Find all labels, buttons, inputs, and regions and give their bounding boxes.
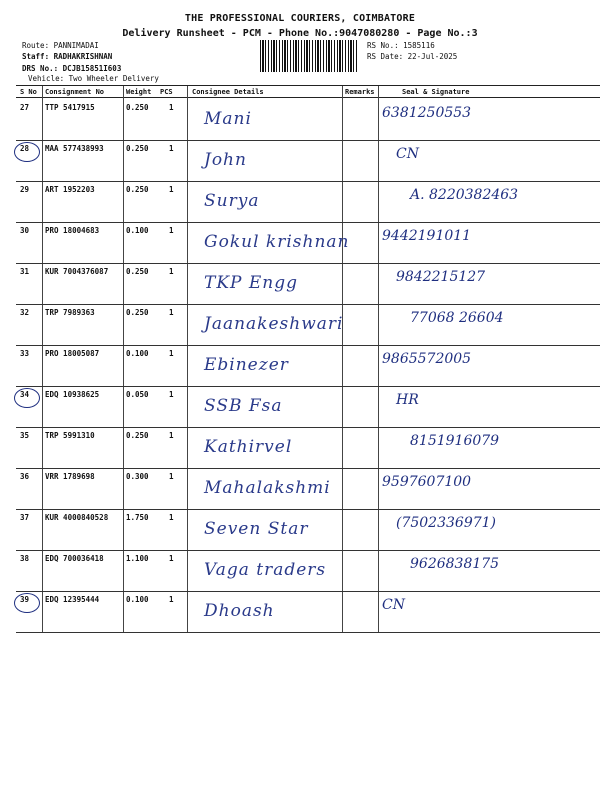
weight-cell: 0.250: [126, 103, 149, 112]
consignment-cell: KUR 4000840528: [45, 513, 109, 522]
consignment-cell: EDQ 10938625: [45, 390, 100, 399]
consignee-handwriting: Surya: [204, 191, 260, 211]
table-row: [16, 550, 600, 592]
sno-cell: 39: [20, 595, 29, 604]
table-row: [16, 509, 600, 551]
sno-cell: 32: [20, 308, 30, 317]
col-header-remarks: Remarks: [345, 88, 375, 96]
weight-cell: 0.100: [126, 595, 149, 604]
pcs-cell: 1: [169, 103, 174, 112]
consignee-handwriting: Vaga traders: [204, 560, 327, 580]
table-top-rule: [16, 85, 600, 86]
weight-cell: 1.100: [126, 554, 149, 563]
signature-handwriting: 9442191011: [382, 228, 472, 244]
consignee-handwriting: TKP Engg: [204, 273, 299, 293]
consignee-handwriting: Kathirvel: [204, 437, 293, 457]
signature-handwriting: 6381250553: [382, 105, 472, 121]
pcs-cell: 1: [169, 267, 174, 276]
signature-handwriting: HR: [396, 392, 419, 408]
table-row: [16, 99, 600, 141]
weight-cell: 1.750: [126, 513, 149, 522]
pcs-cell: 1: [169, 390, 174, 399]
pcs-cell: 1: [169, 185, 174, 194]
signature-handwriting: 8151916079: [410, 433, 500, 449]
pcs-cell: 1: [169, 595, 174, 604]
table-row: [16, 304, 600, 346]
signature-handwriting: 9865572005: [382, 351, 472, 367]
weight-cell: 0.100: [126, 349, 149, 358]
pcs-cell: 1: [169, 226, 174, 235]
col-header-sno: S No: [20, 88, 37, 96]
pcs-cell: 1: [169, 554, 174, 563]
consignee-handwriting: Mahalakshmi: [204, 478, 331, 498]
consignment-cell: ART 1952203: [45, 185, 95, 194]
sno-cell: 34: [20, 390, 29, 399]
consignee-handwriting: Mani: [204, 109, 252, 129]
consignment-cell: PRO 18005087: [45, 349, 100, 358]
sno-cell: 35: [20, 431, 30, 440]
runsheet-subtitle: Delivery Runsheet - PCM - Phone No.:9047080280 - Page No.:3: [122, 28, 478, 39]
signature-handwriting: 9626838175: [410, 556, 500, 572]
weight-cell: 0.050: [126, 390, 149, 399]
consignee-handwriting: Jaanakeshwari: [204, 314, 344, 334]
consignment-cell: KUR 7004376087: [45, 267, 109, 276]
rs-no-label: RS No.: 1585116: [367, 41, 435, 50]
table-row: [16, 591, 600, 633]
col-header-consignment: Consignment No: [45, 88, 105, 96]
weight-cell: 0.250: [126, 144, 149, 153]
consignee-handwriting: Seven Star: [204, 519, 309, 539]
col-header-weight: Weight: [126, 88, 152, 96]
handwritten-circle-mark: [14, 388, 40, 408]
consignee-handwriting: Dhoash: [204, 601, 275, 621]
signature-handwriting: A. 8220382463: [410, 187, 519, 203]
weight-cell: 0.250: [126, 308, 149, 317]
signature-handwriting: 77068 26604: [410, 310, 504, 326]
table-row: [16, 468, 600, 510]
pcs-cell: 1: [169, 513, 174, 522]
col-header-signature: Seal & Signature: [402, 88, 470, 96]
signature-handwriting: 9597607100: [382, 474, 472, 490]
consignment-cell: TTP 5417915: [45, 103, 95, 112]
pcs-cell: 1: [169, 308, 174, 317]
consignment-cell: TRP 5991310: [45, 431, 95, 440]
sno-cell: 36: [20, 472, 30, 481]
consignment-cell: EDQ 700036418: [45, 554, 104, 563]
rs-date-label: RS Date: 22-Jul-2025: [367, 52, 458, 61]
consignment-cell: PRO 18004683: [45, 226, 100, 235]
table-row: [16, 222, 600, 264]
consignment-cell: MAA 577438993: [45, 144, 104, 153]
consignee-handwriting: SSB Fsa: [204, 396, 283, 416]
weight-cell: 0.250: [126, 185, 149, 194]
consignment-cell: EDQ 12395444: [45, 595, 100, 604]
consignment-cell: TRP 7989363: [45, 308, 95, 317]
weight-cell: 0.100: [126, 226, 149, 235]
weight-cell: 0.250: [126, 431, 149, 440]
table-row: [16, 140, 600, 182]
pcs-cell: 1: [169, 431, 174, 440]
pcs-cell: 1: [169, 472, 174, 481]
signature-handwriting: CN: [396, 146, 419, 162]
drs-label: DRS No.: DCJB15851I603: [22, 64, 122, 73]
barcode-image: [260, 40, 358, 72]
table-row: [16, 386, 600, 428]
sno-cell: 38: [20, 554, 30, 563]
route-label: Route: PANNIMADAI: [22, 41, 99, 50]
signature-handwriting: (7502336971): [396, 515, 496, 531]
signature-handwriting: 9842215127: [396, 269, 486, 285]
sno-cell: 29: [20, 185, 30, 194]
table-row: [16, 427, 600, 469]
sno-cell: 30: [20, 226, 30, 235]
company-title: THE PROFESSIONAL COURIERS, COIMBATORE: [184, 13, 416, 24]
handwritten-circle-mark: [14, 593, 40, 613]
weight-cell: 0.250: [126, 267, 149, 276]
staff-label: Staff: RADHAKRISHNAN: [22, 52, 113, 61]
vehicle-label: Vehicle: Two Wheeler Delivery: [28, 74, 159, 83]
table-row: [16, 263, 600, 305]
pcs-cell: 1: [169, 144, 174, 153]
pcs-cell: 1: [169, 349, 174, 358]
sno-cell: 37: [20, 513, 30, 522]
handwritten-circle-mark: [14, 142, 40, 162]
sno-cell: 28: [20, 144, 29, 153]
col-header-consignee: Consignee Details: [192, 88, 264, 96]
consignee-handwriting: Gokul krishnan: [204, 232, 350, 252]
consignee-handwriting: Ebinezer: [204, 355, 289, 375]
weight-cell: 0.300: [126, 472, 149, 481]
sno-cell: 27: [20, 103, 30, 112]
consignment-cell: VRR 1789698: [45, 472, 95, 481]
consignee-handwriting: John: [204, 150, 247, 170]
table-row: [16, 345, 600, 387]
signature-handwriting: CN: [382, 597, 405, 613]
sno-cell: 31: [20, 267, 30, 276]
col-header-pcs: PCS: [160, 88, 173, 96]
sno-cell: 33: [20, 349, 30, 358]
table-row: [16, 181, 600, 223]
table-header-rule: [16, 97, 600, 98]
